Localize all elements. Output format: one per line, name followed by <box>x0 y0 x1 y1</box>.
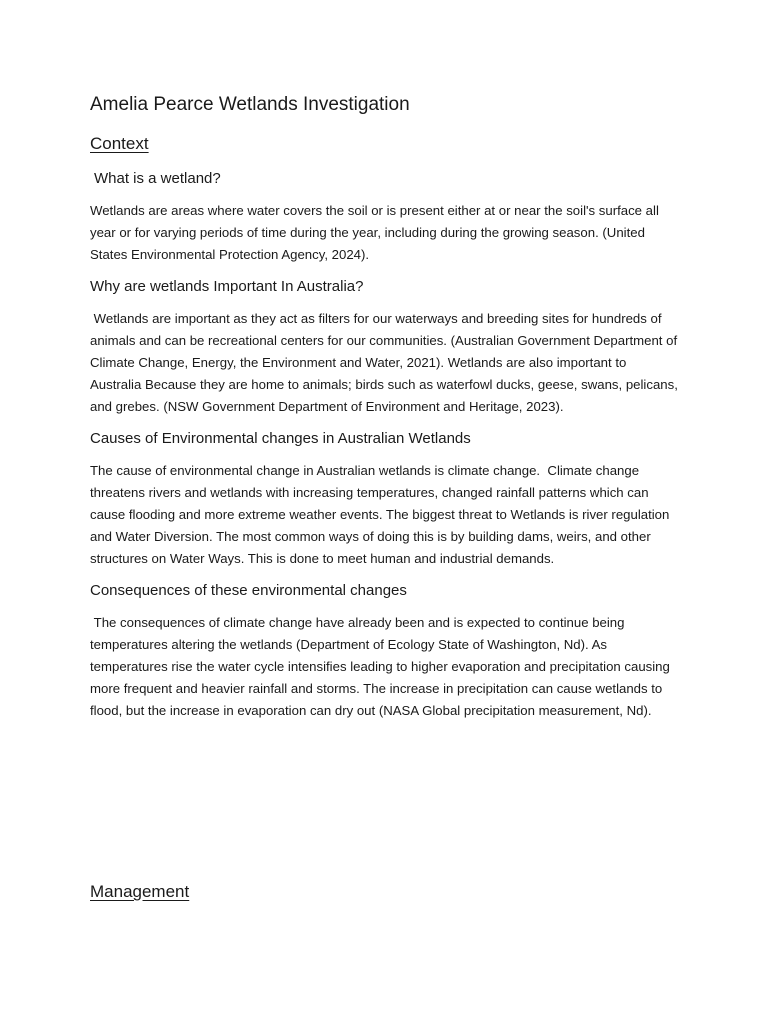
section-heading-importance: Why are wetlands Important In Australia? <box>90 278 364 295</box>
management-heading: Management <box>90 882 190 901</box>
section-paragraph-importance: Wetlands are important as they act as filters for our waterways and breeding sites for hundreds of animals and can be recreational centers for our communities. (Australian Government Department of Climate Change, Energy, the Environment and Water, 2021). Wetlands are also important to Australia Because they are home to animals; birds such as waterfowl ducks, geese, swans, pelicans, and grebes. (NSW Government Department of Environment and Heritage, 2023). <box>90 311 682 414</box>
section-heading-causes: Causes of Environmental changes in Australian Wetlands <box>90 430 471 447</box>
document-body <box>90 92 682 901</box>
context-heading: Context <box>90 134 149 153</box>
section-heading-what-is-wetland: What is a wetland? <box>94 170 221 187</box>
section-paragraph-causes: The cause of environmental change in Australian wetlands is climate change. Climate change threatens rivers and wetlands with increasing temperatures, changed rainfall patterns which can cause flooding and more extreme weather events. The biggest threat to Wetlands is river regulation and Water Diversion. The most common ways of doing this is by building dams, weirs, and other structures on Water Ways. This is done to meet human and industrial demands. <box>90 463 674 566</box>
section-paragraph-what-is-wetland: Wetlands are areas where water covers the soil or is present either at or near the soil's surface all year or for varying periods of time during the year, including during the growing season. (United States Environmental Protection Agency, 2024). <box>90 203 663 262</box>
document-title: Amelia Pearce Wetlands Investigation <box>90 94 410 115</box>
section-paragraph-consequences: The consequences of climate change have already been and is expected to continue being temperatures altering the wetlands (Department of Ecology State of Washington, Nd). As temperatures rise the water cycle intensifies leading to higher evaporation and precipitation causing more frequent and heavier rainfall and storms. The increase in precipitation can cause wetlands to flood, but the increase in evaporation can dry out (NASA Global precipitation measurement, Nd). <box>90 615 674 718</box>
section-heading-consequences: Consequences of these environmental changes <box>90 582 407 599</box>
